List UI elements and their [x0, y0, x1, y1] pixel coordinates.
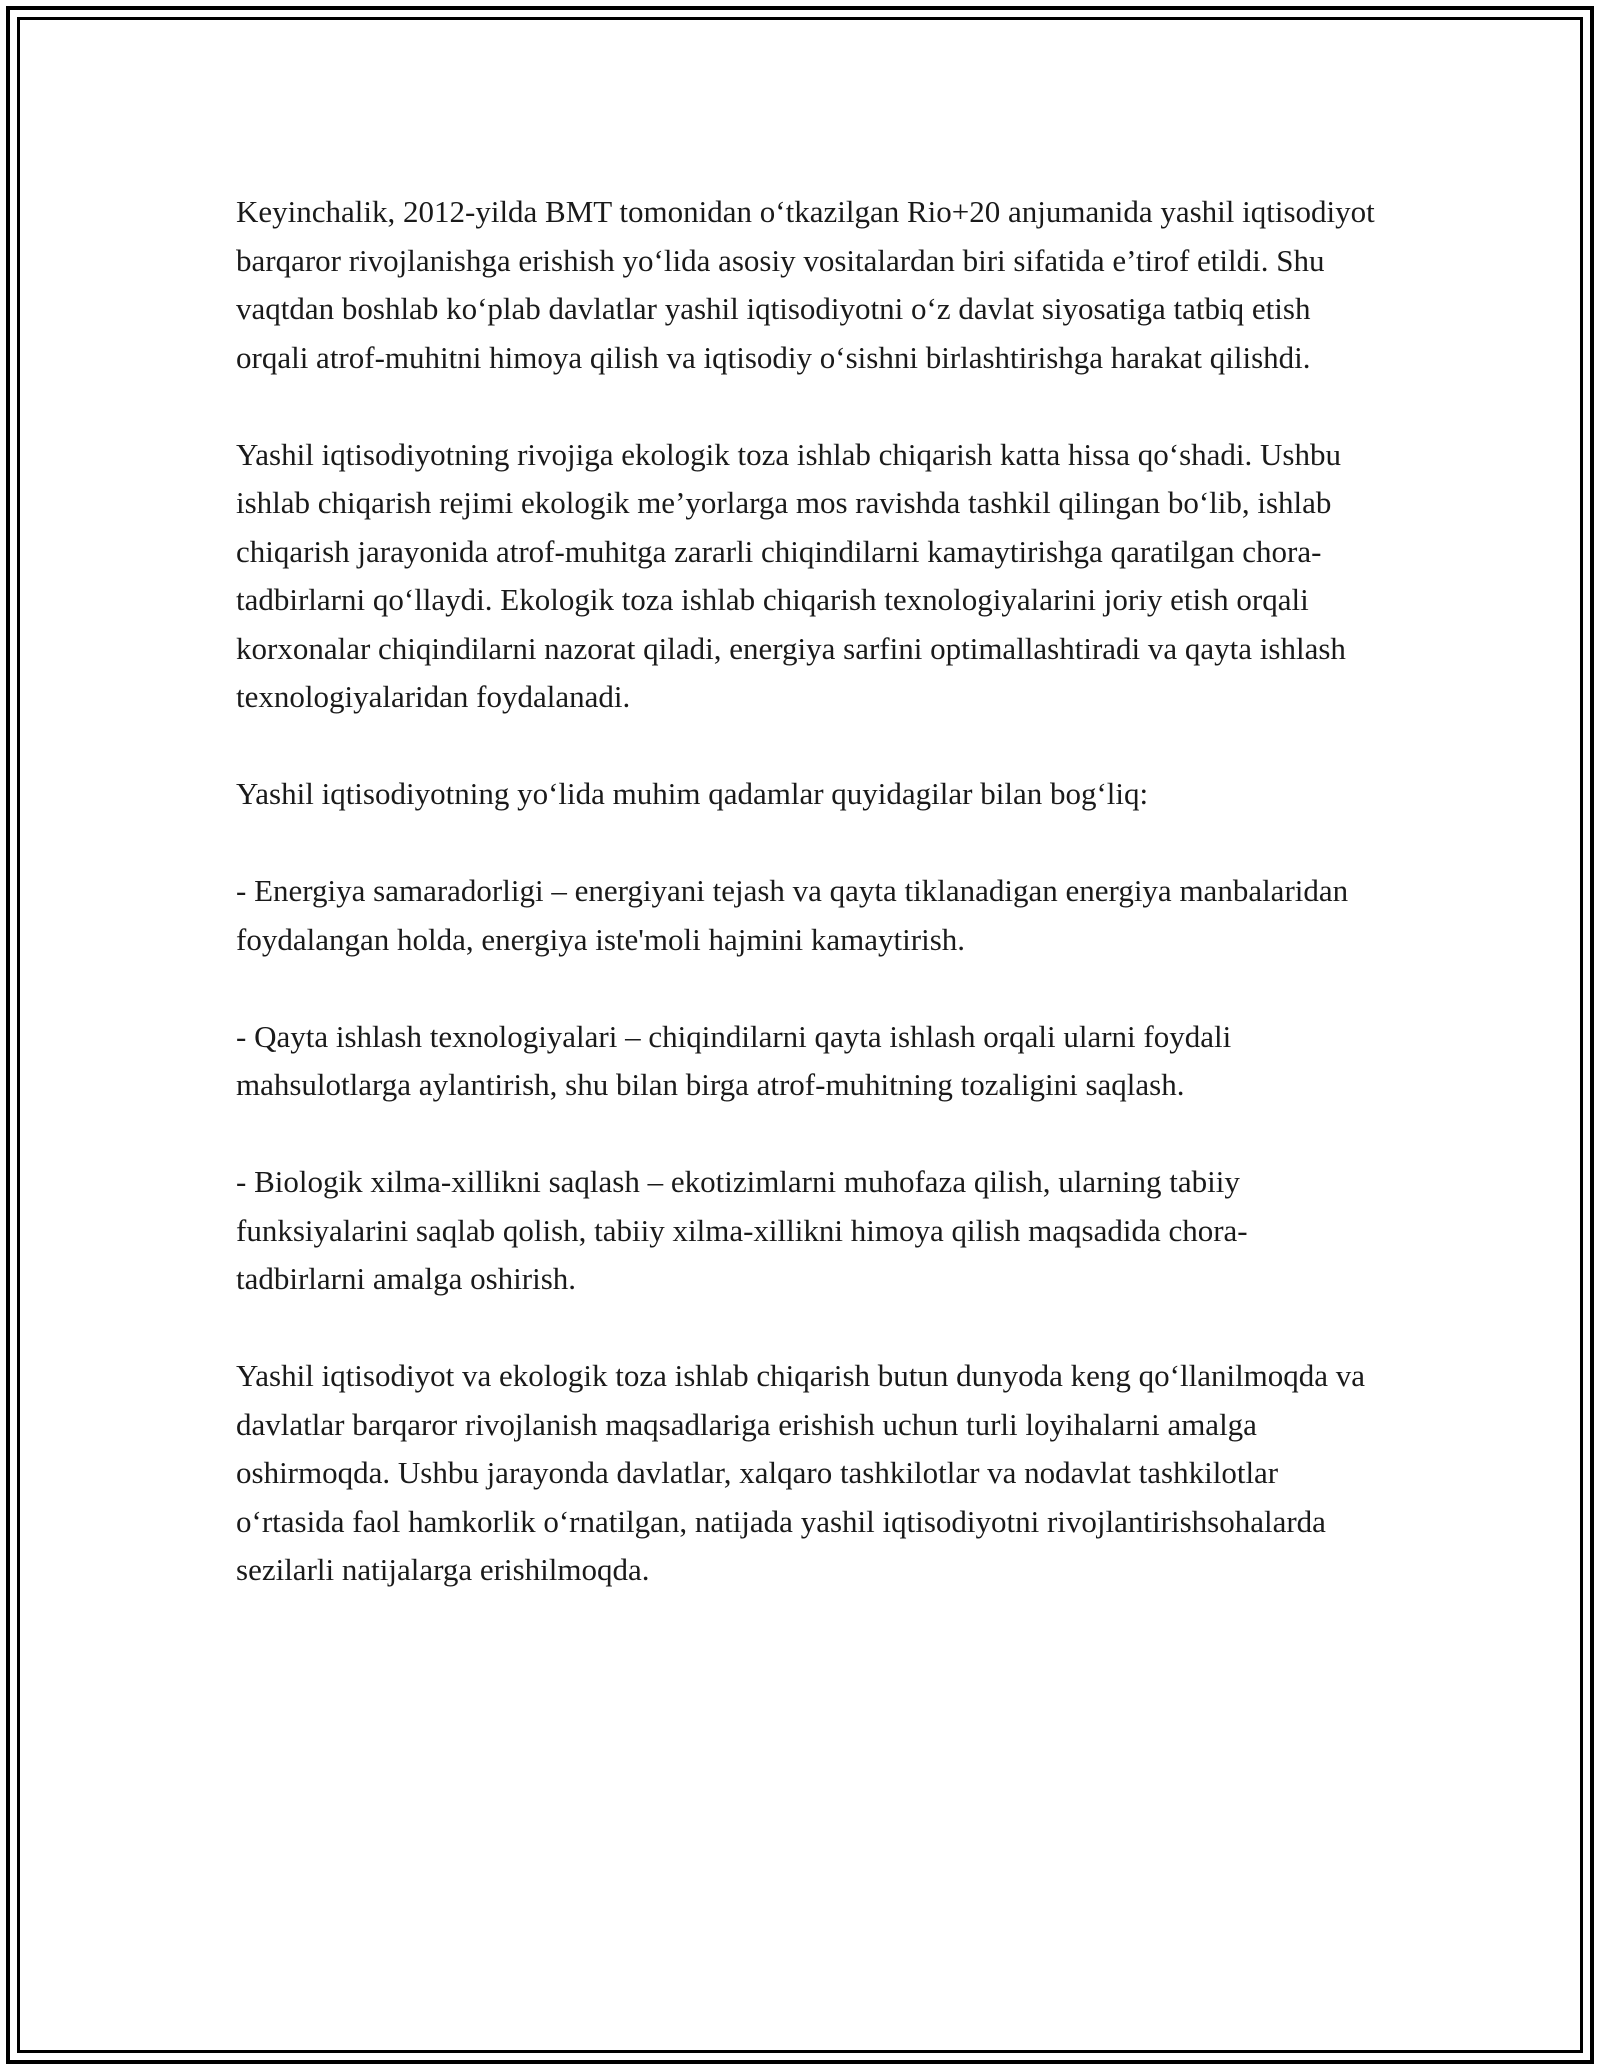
list-item-recycling: - Qayta ishlash texnologiyalari – chiqindilarni qayta ishlash orqali ularni foydali mahsulotlarga aylantirish, shu bilan birga atrof-muhitning tozaligini saqlash. — [236, 1018, 1232, 1102]
paragraph-conclusion: Yashil iqtisodiyot va ekologik toza ishlab chiqarish butun dunyoda keng qo‘llanilmoqda va davlatlar barqaror rivojlanish maqsadlariga erishish uchun turli loyihalarni amalga oshirmoqda. Ushbu jarayonda davlatlar, xalqaro tashkilotlar va nodavlat tashkilotlar o‘rtasida faol hamkorlik o‘rnatilgan, natijada yashil iqtisodiyotni rivojlantirishsohalarda sezilarli natijalarga erishilmoqda. — [236, 1358, 1366, 1587]
document-body — [236, 188, 1376, 1643]
list-item-energy-efficiency: - Energiya samaradorligi – energiyani tejash va qayta tiklanadigan energiya manbalaridan foydalangan holda, energiya iste'moli hajmini kamaytirish. — [236, 873, 1349, 957]
list-item-biodiversity: - Biologik xilma-xillikni saqlash – ekotizimlarni muhofaza qilish, ularning tabiiy funksiyalarini saqlab qolish, tabiiy xilma-xillikni himoya qilish maqsadida chora-tadbirlarni amalga oshirish. — [236, 1164, 1248, 1296]
paragraph-clean-production: Yashil iqtisodiyotning rivojiga ekologik toza ishlab chiqarish katta hissa qo‘shadi. Ushbu ishlab chiqarish rejimi ekologik me’yorlarga mos ravishda tashkil qilingan bo‘lib, ishlab chiqarish jarayonida atrof-muhitga zararli chiqindilarni kamaytirishga qaratilgan chora-tadbirlarni qo‘llaydi. Ekologik toza ishlab chiqarish texnologiyalarini joriy etish orqali korxonalar chiqindilarni nazorat qiladi, energiya sarfini optimallashtiradi va qayta ishlash texnologiyalaridan foydalanadi. — [236, 436, 1346, 714]
paragraph-rio-20: Keyinchalik, 2012-yilda BMT tomonidan o‘tkazilgan Rio+20 anjumanida yashil iqtisodiyot barqaror rivojlanishga erishish yo‘lida asosiy vositalardan biri sifatida e’tirof etildi. Shu vaqtdan boshlab ko‘plab davlatlar yashil iqtisodiyotni o‘z davlat siyosatiga tatbiq etish orqali atrof-muhitni himoya qilish va iqtisodiy o‘sishni birlashtirishga harakat qilishdi. — [236, 194, 1375, 375]
paragraph-key-steps-intro: Yashil iqtisodiyotning yo‘lida muhim qadamlar quyidagilar bilan bog‘liq: — [236, 776, 1149, 811]
